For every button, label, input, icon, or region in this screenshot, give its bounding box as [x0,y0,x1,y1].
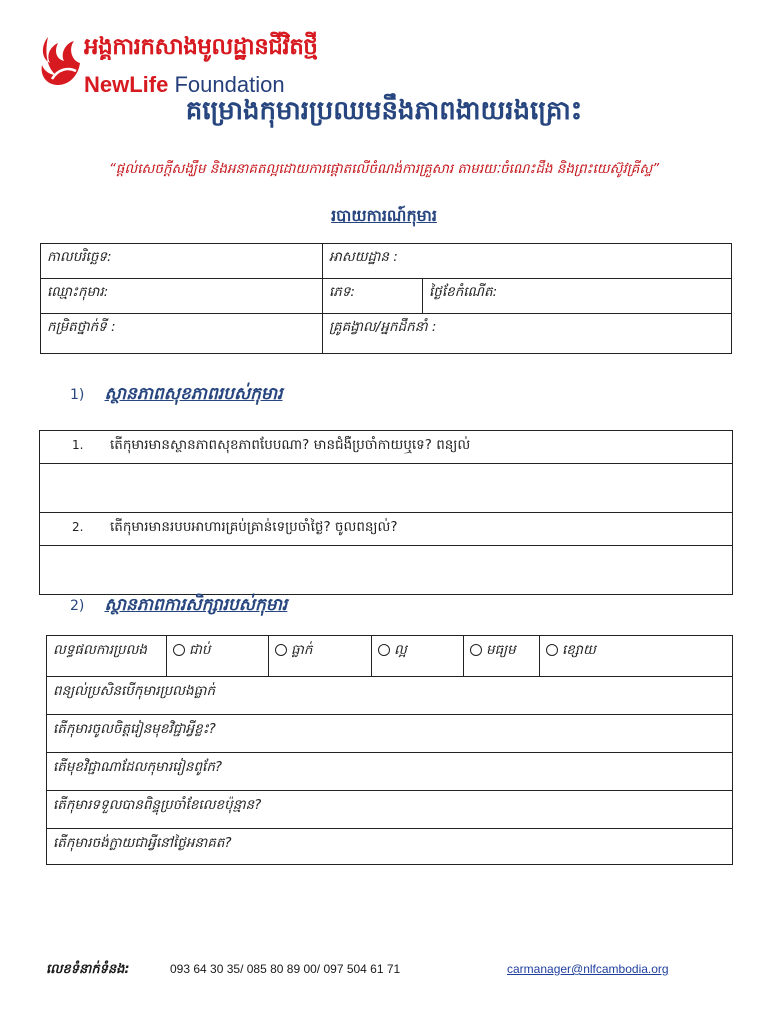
health-answer-2[interactable] [40,546,733,595]
tagline: “ផ្ដល់សេចក្ដីសង្ឃឹម និងអនាគតល្អដោយការផ្ដោតលើចំណង់ការគ្រួសារ តាមរយៈចំណេះដឹង និងព្រះយេស៊ូវគ្រីស្ទ” [108,161,660,177]
section-1-title: ស្ថានភាពសុខភាពរបស់កុមារ [104,384,283,404]
health-answer-1[interactable] [40,464,733,513]
education-question-5[interactable]: តើកុមារចង់ក្លាយជាអ្វីនៅថ្ងៃអនាគត? [47,829,733,865]
contact-phones: 093 64 30 35/ 085 80 89 00/ 097 504 61 71 [170,962,401,976]
radio-circle-icon[interactable] [173,644,185,656]
option-fail[interactable] [269,636,372,677]
option-label: ល្អ [394,642,407,658]
section-1-number: 1) [70,387,85,403]
child-name-field[interactable]: ឈ្មោះកុមារ: [41,279,323,314]
org-name-khmer: អង្គការកសាងមូលដ្ឋានជីវិតថ្មី [84,34,318,60]
contact-email-link[interactable]: carmanager@nlfcambodia.org [507,962,669,976]
education-question-1[interactable]: ពន្យល់ប្រសិនបើកុមារប្រលងធ្លាក់ [47,677,733,715]
dob-field[interactable]: ថ្ងៃខែកំណើត: [423,279,732,314]
form-title: គម្រោងកុមារប្រឈមនឹងភាពងាយរងគ្រោះ [185,96,583,126]
child-report-heading: របាយការណ៍កុមារ [331,206,437,225]
grade-field[interactable]: កម្រិតថ្នាក់ទី : [41,314,323,354]
date-field[interactable]: កាលបរិច្ឆេទ: [41,244,323,279]
health-question-2 [40,513,733,546]
child-info-table [40,243,732,354]
education-table [46,635,733,865]
question-number: 2. [72,520,84,534]
sex-field[interactable]: ភេទ: [323,279,423,314]
teacher-field[interactable]: គ្រូគង្វាល/អ្នកដឹកនាំ : [323,314,732,354]
option-label: ជាប់ [189,642,211,658]
question-text: តើកុមារមានរបបអាហារគ្រប់គ្រាន់ទេប្រចាំថ្ងៃ? ចូលពន្យល់? [110,519,398,535]
radio-circle-icon[interactable] [378,644,390,656]
org-name-new-life: NewLife [84,72,169,97]
address-field[interactable]: អាសយដ្ឋាន : [323,244,732,279]
flame-logo-icon [38,33,84,91]
option-label: ខ្សោយ [562,642,596,658]
contact-label: លេខទំនាក់ទំនង: [46,962,130,977]
section-2-title: ស្ថានភាពការសិក្សារបស់កុមារ [104,595,288,615]
org-name-foundation: Foundation [174,72,285,97]
option-label: ធ្លាក់ [291,642,313,658]
section-2-heading [70,594,287,619]
option-average[interactable] [464,636,540,677]
option-label: មធ្យម [486,642,516,658]
exam-result-label: លទ្ធផលការប្រលង [47,636,167,677]
health-table [39,430,733,595]
section-1-heading [70,383,283,408]
radio-circle-icon[interactable] [470,644,482,656]
option-pass[interactable] [167,636,269,677]
health-question-1 [40,431,733,464]
section-2-number: 2) [70,598,85,614]
education-question-3[interactable]: តើមុខវិជ្ជាណាដែលកុមាររៀនពូកែ? [47,753,733,791]
radio-circle-icon[interactable] [546,644,558,656]
question-number: 1. [72,438,84,452]
question-text: តើកុមារមានស្ថានភាពសុខភាពបែបណា? មានជំងឺប្រចាំកាយឬទេ? ពន្យល់ [110,437,471,453]
education-question-4[interactable]: តើកុមារទទួលបានពិន្ទុប្រចាំខែលេខប៉ុន្មាន? [47,791,733,829]
option-good[interactable] [372,636,464,677]
option-weak[interactable] [540,636,733,677]
education-question-2[interactable]: តើកុមារចូលចិត្តរៀនមុខវិជ្ជាអ្វីខ្លះ? [47,715,733,753]
radio-circle-icon[interactable] [275,644,287,656]
